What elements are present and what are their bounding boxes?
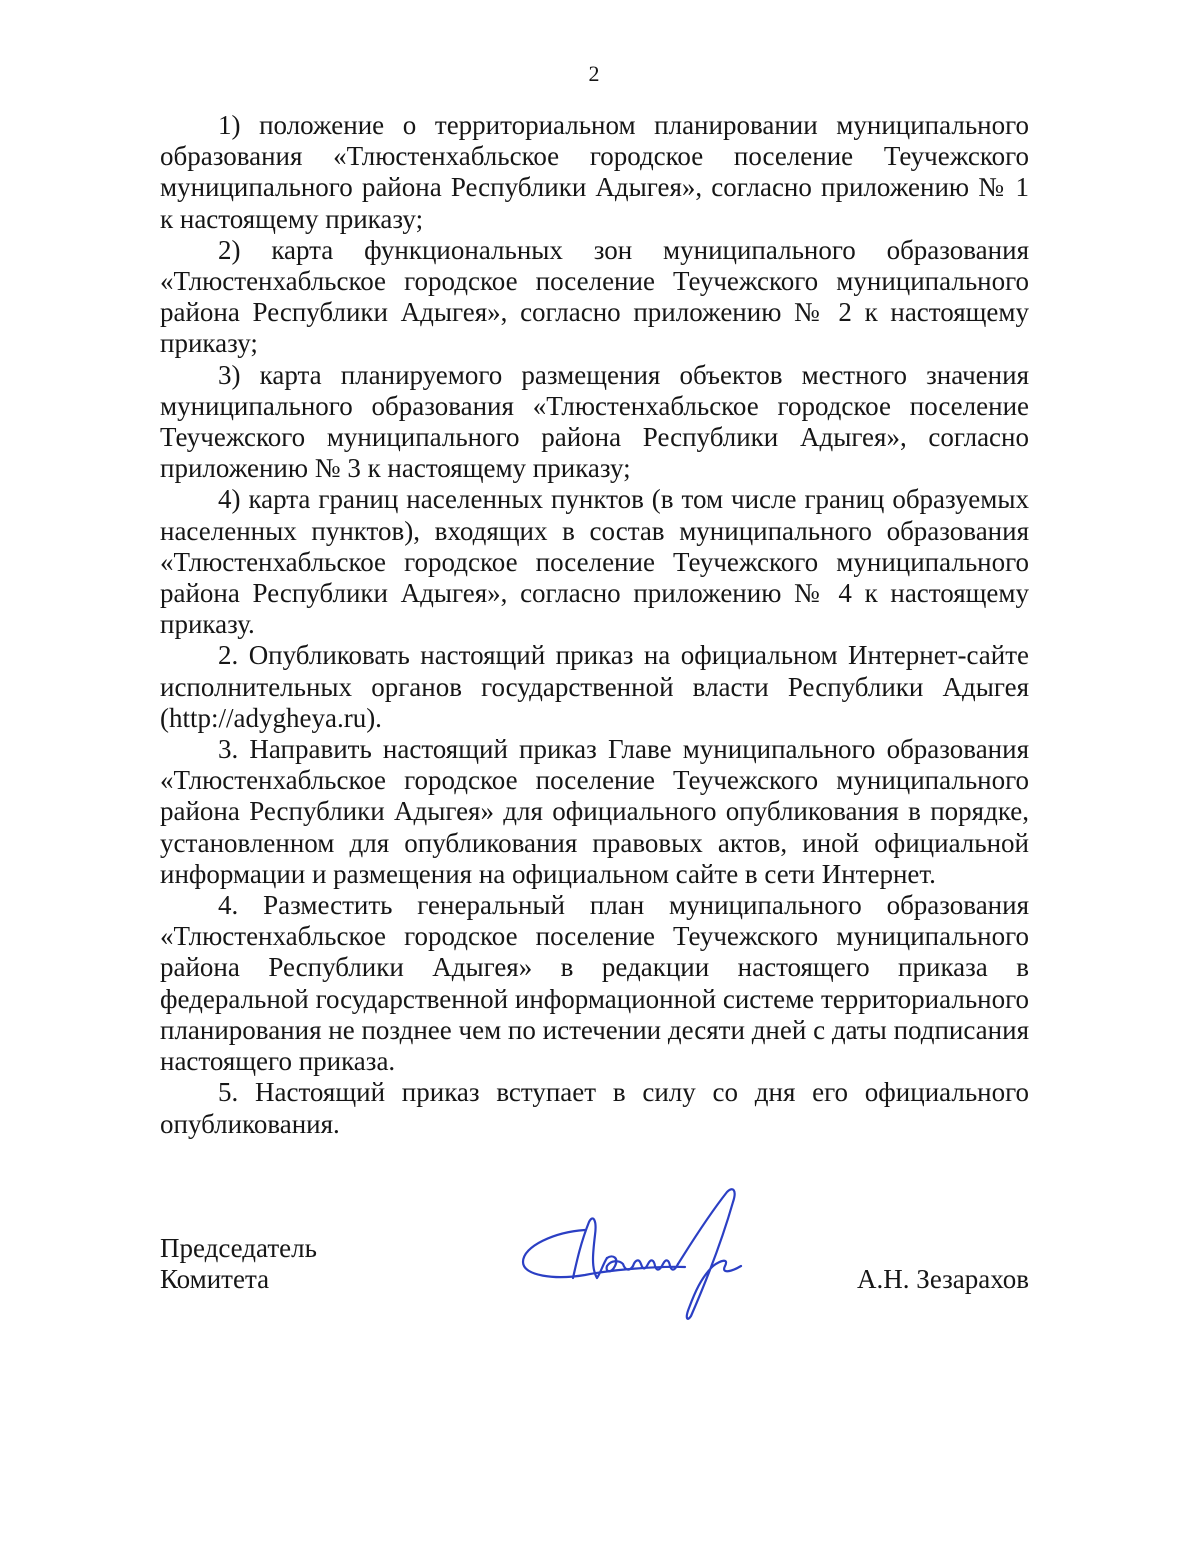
- handwritten-signature: [515, 1180, 775, 1325]
- signer-position-line1: Председатель: [160, 1233, 317, 1263]
- page-number: 2: [588, 61, 600, 86]
- signer-name: А.Н. Зезарахов: [857, 1264, 1029, 1294]
- paragraph-clause-4: 4. Разместить генеральный план муниципального образования «Тлюстенхабльское городское поселение Теучежского муниципального района Республики Адыгея» в редакции настоящего приказа в федеральной государственной информационной системе территориального планирования не позднее чем по истечении десяти дней с даты подписания настоящего приказа.: [160, 890, 1029, 1077]
- document-body: [160, 110, 1029, 1140]
- signer-position: [160, 1233, 317, 1295]
- signature-stroke: [573, 1218, 607, 1278]
- paragraph-clause-3: 3. Направить настоящий приказ Главе муниципального образования «Тлюстенхабльское городское поселение Теучежского муниципального района Республики Адыгея» для официального опубликования в порядке, установленном для опубликования правовых актов, иной официальной информации и размещения на официальном сайте в сети Интернет.: [160, 734, 1029, 889]
- paragraph-clause-5: 5. Настоящий приказ вступает в силу со дня его официального опубликования.: [160, 1077, 1029, 1139]
- signature-stroke: [678, 1189, 735, 1319]
- signature-stroke: [523, 1230, 685, 1277]
- signature-stroke: [713, 1261, 741, 1272]
- paragraph-item-2: 2) карта функциональных зон муниципального образования «Тлюстенхабльское городское поселение Теучежского муниципального района Республики Адыгея», согласно приложению № 2 к настоящему приказу;: [160, 234, 1029, 359]
- paragraph-item-4: 4) карта границ населенных пунктов (в том числе границ образуемых населенных пунктов), входящих в состав муниципального образования «Тлюстенхабльское городское поселение Теучежского муниципального района Республики Адыгея», согласно приложению № 4 к настоящему приказу.: [160, 484, 1029, 640]
- paragraph-item-3: 3) карта планируемого размещения объектов местного значения муниципального образования «Тлюстенхабльское городское поселение Теучежского муниципального района Республики Адыгея», согласно приложению № 3 к настоящему приказу;: [160, 359, 1029, 484]
- paragraph-clause-2: 2. Опубликовать настоящий приказ на официальном Интернет-сайте исполнительных органов государственной власти Республики Адыгея (http://adygheya.ru).: [160, 640, 1029, 733]
- signer-position-line2: Комитета: [160, 1264, 270, 1294]
- paragraph-item-1: 1) положение о территориальном планировании муниципального образования «Тлюстенхабльское городское поселение Теучежского муниципального района Республики Адыгея», согласно приложению № 1 к настоящему приказу;: [160, 110, 1029, 234]
